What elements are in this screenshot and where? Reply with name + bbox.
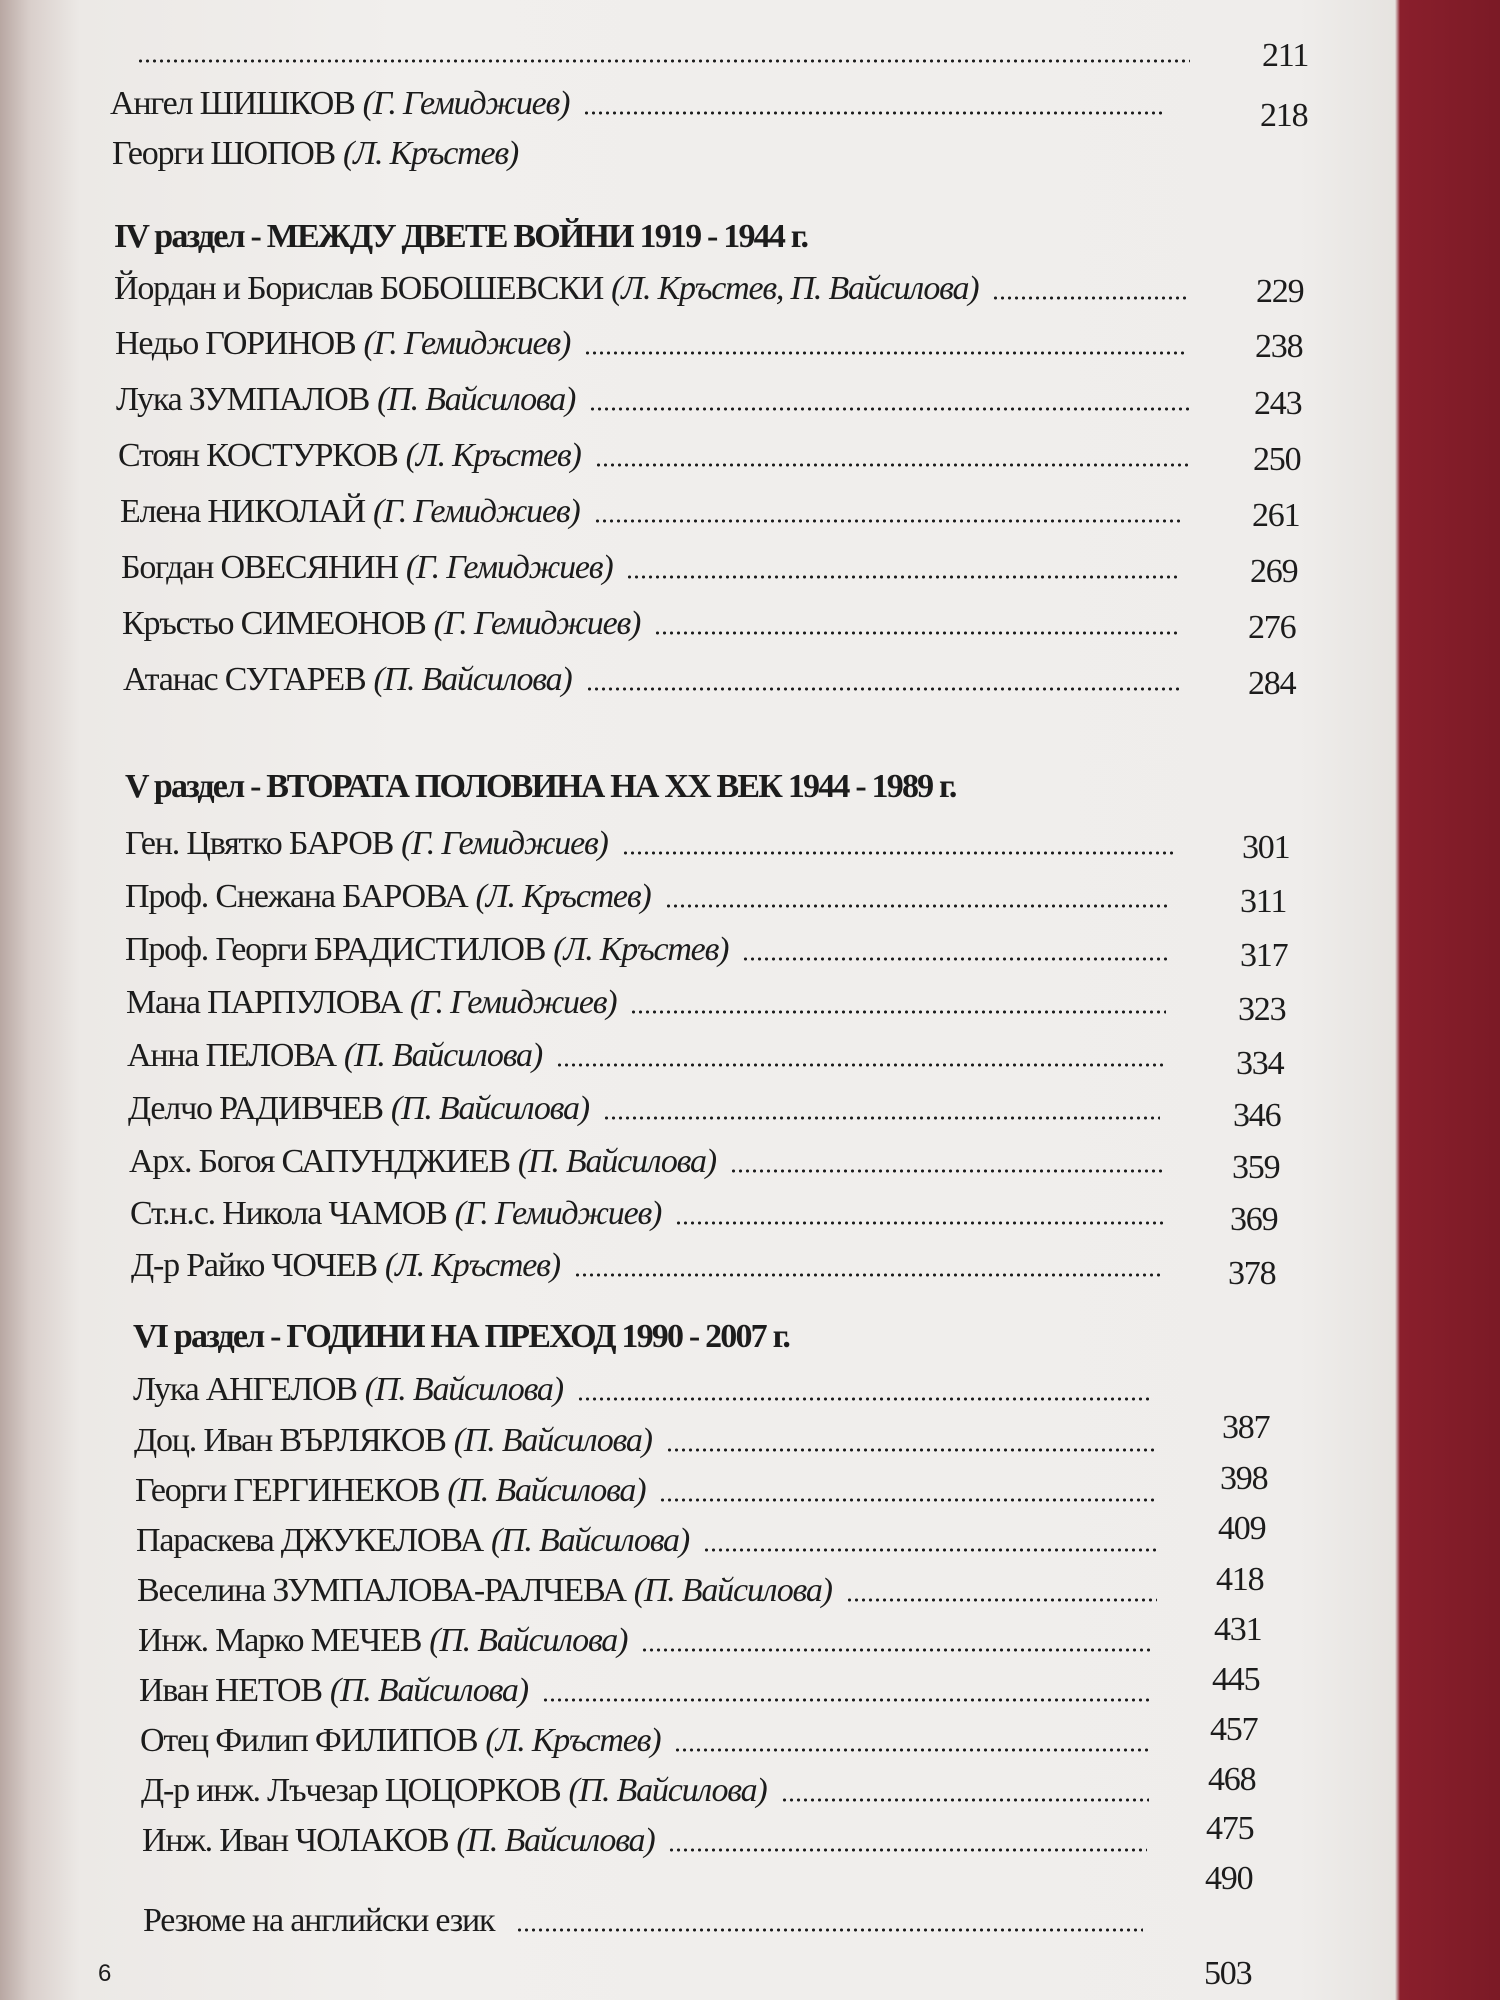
entry-title: Инж. Марко МЕЧЕВ: [138, 1622, 422, 1659]
entry-author: (П. Вайсилова): [364, 1371, 563, 1408]
entry-author: (Л. Кръстев): [384, 1247, 560, 1284]
toc-page-number-wrap: [1236, 1040, 1316, 1084]
entry-title: Атанас СУГАРЕВ: [123, 661, 366, 698]
toc-entry: [122, 600, 1190, 644]
entry-page-number: 445: [1212, 1661, 1260, 1698]
entry-title: Резюме на английски език: [143, 1902, 495, 1939]
dot-leader: [626, 570, 1181, 580]
toc-page-number-wrap: [1252, 492, 1332, 536]
entry-author: (П. Вайсилова): [329, 1672, 528, 1709]
entry-page-number: 301: [1242, 829, 1290, 866]
dot-leader: [668, 1843, 1147, 1853]
entry-author: (П. Вайсилова): [377, 381, 576, 418]
entry-title: Стоян КОСТУРКОВ: [118, 437, 398, 474]
toc-page-number-wrap: [1206, 1805, 1286, 1849]
entry-title: Инж. Иван ЧОЛАКОВ: [142, 1822, 449, 1859]
toc-page-number-wrap: [1242, 824, 1322, 868]
entry-author: (П. Вайсилова): [517, 1143, 716, 1180]
dot-leader: [622, 846, 1175, 856]
entry-page-number: 431: [1214, 1611, 1262, 1648]
toc-page-number-wrap: [1222, 1404, 1302, 1448]
toc-entry: [123, 656, 1191, 700]
toc-page-number-wrap: [1262, 32, 1342, 76]
toc-page-number-wrap: [1250, 548, 1330, 592]
entry-page-number: 211: [1262, 37, 1309, 74]
entry-author: (Г. Гемиджиев): [433, 605, 641, 642]
toc-page-number-wrap: [1255, 323, 1335, 367]
entry-title: Д-р Райко ЧОЧЕВ: [131, 1247, 377, 1284]
entry-title: Йордан и Борислав БОБОШЕВСКИ: [114, 270, 604, 307]
toc-entry: [130, 1190, 1175, 1234]
entry-title: Д-р инж. Лъчезар ЦОЦОРКОВ: [141, 1772, 561, 1809]
dot-leader: [665, 899, 1170, 909]
toc-entry: [136, 1517, 1166, 1561]
dot-leader: [556, 1058, 1165, 1068]
dot-leader: [594, 514, 1182, 524]
entry-author: (Л. Кръстев): [553, 931, 729, 968]
entry-title: Делчо РАДИВЧЕВ: [128, 1090, 383, 1127]
toc-entry: [134, 1417, 1164, 1461]
entry-author: (П. Вайсилова): [373, 661, 572, 698]
entry-page-number: 323: [1238, 991, 1286, 1028]
toc-entry: [142, 1817, 1157, 1861]
entry-author: (Л. Кръстев, П. Вайсилова): [611, 270, 979, 307]
toc-page-number-wrap: [1228, 1250, 1308, 1294]
toc-entry: [116, 376, 1199, 420]
entry-page-number: 229: [1256, 273, 1304, 310]
dot-leader: [846, 1593, 1157, 1603]
dot-leader: [674, 1743, 1150, 1753]
entry-title: Параскева ДЖУКЕЛОВА: [136, 1522, 483, 1559]
toc-entry: [112, 130, 519, 174]
entry-author: (Л. Кръстев): [405, 437, 581, 474]
entry-author: (П. Вайсилова): [343, 1037, 542, 1074]
entry-title: Ст.н.с. Никола ЧАМОВ: [130, 1195, 447, 1232]
toc-entry: [110, 80, 1175, 124]
entry-page-number: 387: [1222, 1409, 1270, 1446]
toc-entry: [115, 28, 1200, 72]
toc-entry: [115, 320, 1195, 364]
toc-entry: [118, 432, 1198, 476]
dot-leader: [584, 346, 1185, 356]
toc-page-number-wrap: [1233, 1092, 1313, 1136]
entry-page-number: 276: [1248, 609, 1296, 646]
dot-leader: [630, 1005, 1166, 1015]
dot-leader: [603, 1111, 1160, 1121]
entry-author: (Г. Гемиджиев): [363, 325, 571, 362]
toc-page-number-wrap: [1248, 660, 1328, 704]
toc-entry: [125, 820, 1185, 864]
toc-entry: [137, 1567, 1167, 1611]
entry-author: (П. Вайсилова): [447, 1472, 646, 1509]
dot-leader: [675, 1216, 1165, 1226]
toc-entry: [114, 265, 1199, 309]
entry-title: Проф. Георги БРАДИСТИЛОВ: [125, 931, 546, 968]
dot-leader: [574, 1268, 1161, 1278]
entry-author: (П. Вайсилова): [490, 1522, 689, 1559]
entry-title: Георги ШОПОВ: [112, 135, 336, 172]
toc-entry: [129, 1138, 1174, 1182]
dot-leader: [641, 1643, 1153, 1653]
entry-title: Иван НЕТОВ: [139, 1672, 322, 1709]
toc-page-number-wrap: [1216, 1556, 1296, 1600]
toc-page-number-wrap: [1204, 1950, 1284, 1994]
page-folio: 6: [98, 1960, 112, 1987]
toc-entry: [141, 1767, 1159, 1811]
entry-page-number: 238: [1255, 328, 1303, 365]
entry-title: Ген. Цвятко БАРОВ: [125, 825, 394, 862]
toc-page-number-wrap: [1240, 878, 1320, 922]
toc-entry: [135, 1467, 1165, 1511]
entry-title: Ангел ШИШКОВ: [110, 85, 355, 122]
dot-leader: [742, 952, 1167, 962]
entry-page-number: 398: [1220, 1460, 1268, 1497]
entry-title: Доц. Иван ВЪРЛЯКОВ: [134, 1422, 446, 1459]
entry-author: (Г. Гемиджиев): [454, 1195, 662, 1232]
entry-author: (Г. Гемиджиев): [362, 85, 570, 122]
toc-page-number-wrap: [1212, 1656, 1292, 1700]
entry-title: Отец Филип ФИЛИПОВ: [140, 1722, 478, 1759]
toc-entry: [128, 1085, 1170, 1129]
entry-page-number: 475: [1206, 1810, 1254, 1847]
toc-entry: [125, 873, 1180, 917]
dot-leader: [659, 1493, 1155, 1503]
toc-page-number-wrap: [1260, 92, 1340, 136]
entry-author: (П. Вайсилова): [429, 1622, 628, 1659]
toc-page-number-wrap: [1232, 1144, 1312, 1188]
dot-leader: [595, 458, 1188, 468]
dot-leader: [583, 106, 1165, 116]
dot-leader: [137, 54, 1190, 64]
entry-title: Арх. Богоя САПУНДЖИЕВ: [129, 1143, 510, 1180]
entry-author: (П. Вайсилова): [456, 1822, 655, 1859]
entry-page-number: 218: [1260, 97, 1308, 134]
dot-leader: [730, 1164, 1164, 1174]
toc-page-number-wrap: [1240, 932, 1320, 976]
entry-page-number: 243: [1254, 385, 1302, 422]
entry-title: Богдан ОВЕСЯНИН: [121, 549, 398, 586]
entry-title: Елена НИКОЛАЙ: [120, 493, 365, 530]
entry-author: (Г. Гемиджиев): [401, 825, 608, 862]
dot-leader: [586, 682, 1182, 692]
toc-page-number-wrap: [1218, 1505, 1298, 1549]
toc-entry: [126, 979, 1176, 1023]
toc-entry: [139, 1667, 1161, 1711]
entry-author: (П. Вайсилова): [633, 1572, 832, 1609]
toc-entry: [127, 1032, 1175, 1076]
toc-page-number-wrap: [1256, 268, 1336, 312]
entry-page-number: 261: [1252, 497, 1300, 534]
entry-page-number: 468: [1208, 1761, 1256, 1798]
toc-page-number-wrap: [1230, 1196, 1310, 1240]
toc-entry: [121, 544, 1191, 588]
entry-page-number: 457: [1210, 1711, 1258, 1748]
entry-page-number: 269: [1250, 553, 1298, 590]
entry-title: Недьо ГОРИНОВ: [115, 325, 356, 362]
entry-author: (Л. Кръстев): [485, 1722, 661, 1759]
entry-title: Мана ПАРПУЛОВА: [126, 984, 402, 1021]
toc-page-number-wrap: [1205, 1855, 1285, 1899]
toc-page-number-wrap: [1214, 1606, 1294, 1650]
toc-entry: [138, 1617, 1163, 1661]
dot-leader: [781, 1793, 1150, 1803]
entry-author: (П. Вайсилова): [453, 1422, 652, 1459]
entry-page-number: 359: [1232, 1149, 1280, 1186]
dot-leader: [577, 1392, 1153, 1402]
section-heading: VI раздел - ГОДИНИ НА ПРЕХОД 1990 - 2007 г.: [133, 1318, 790, 1355]
entry-author: (П. Вайсилова): [568, 1772, 767, 1809]
toc-page-number-wrap: [1254, 380, 1334, 424]
entry-page-number: 334: [1236, 1045, 1284, 1082]
toc-entry: [133, 1366, 1163, 1410]
entry-page-number: 250: [1253, 441, 1301, 478]
entry-author: (Г. Гемиджиев): [409, 984, 617, 1021]
entry-title: Георги ГЕРГИНЕКОВ: [135, 1472, 440, 1509]
section-heading: IV раздел - МЕЖДУ ДВЕТЕ ВОЙНИ 1919 - 1944 г.: [114, 218, 808, 255]
entry-title: Лука АНГЕЛОВ: [133, 1371, 357, 1408]
entry-page-number: 346: [1233, 1097, 1281, 1134]
entry-title: Проф. Снежана БАРОВА: [125, 878, 468, 915]
dot-leader: [654, 626, 1180, 636]
entry-author: (Г. Гемиджиев): [372, 493, 580, 530]
entry-author: (Г. Гемиджиев): [405, 549, 613, 586]
dot-leader: [542, 1693, 1151, 1703]
entry-page-number: 503: [1204, 1955, 1252, 1992]
dot-leader: [516, 1923, 1143, 1933]
dot-leader: [666, 1443, 1154, 1453]
toc-entry: [125, 926, 1177, 970]
toc-entry: [131, 1242, 1171, 1286]
entry-author: (Л. Кръстев): [475, 878, 651, 915]
entry-page-number: 317: [1240, 937, 1288, 974]
entry-title: Лука ЗУМПАЛОВ: [116, 381, 370, 418]
entry-page-number: 378: [1228, 1255, 1276, 1292]
entry-page-number: 284: [1248, 665, 1296, 702]
entry-author: (П. Вайсилова): [390, 1090, 589, 1127]
dot-leader: [992, 291, 1189, 301]
toc-page-number-wrap: [1220, 1455, 1300, 1499]
entry-page-number: 311: [1240, 883, 1287, 920]
toc-page-number-wrap: [1238, 986, 1318, 1030]
dot-leader: [703, 1543, 1156, 1553]
toc-page-number-wrap: [1208, 1756, 1288, 1800]
entry-title: Анна ПЕЛОВА: [127, 1037, 336, 1074]
toc-page-number-wrap: [1210, 1706, 1290, 1750]
toc-page-number-wrap: [1253, 436, 1333, 480]
toc-entry: [143, 1897, 1153, 1941]
entry-page-number: 490: [1205, 1860, 1253, 1897]
entry-page-number: 418: [1216, 1561, 1264, 1598]
entry-page-number: 369: [1230, 1201, 1278, 1238]
section-heading: V раздел - ВТОРАТА ПОЛОВИНА НА XX ВЕК 1944 - 1989 г.: [125, 768, 956, 805]
entry-title: Веселина ЗУМПАЛОВА-РАЛЧЕВА: [137, 1572, 626, 1609]
entry-author: (Л. Кръстев): [343, 135, 519, 172]
toc-entry: [140, 1717, 1160, 1761]
toc-entry: [120, 488, 1192, 532]
dot-leader: [589, 402, 1189, 412]
entry-title: Кръстьо СИМЕОНОВ: [122, 605, 426, 642]
toc-page-number-wrap: [1248, 604, 1328, 648]
entry-page-number: 409: [1218, 1510, 1266, 1547]
